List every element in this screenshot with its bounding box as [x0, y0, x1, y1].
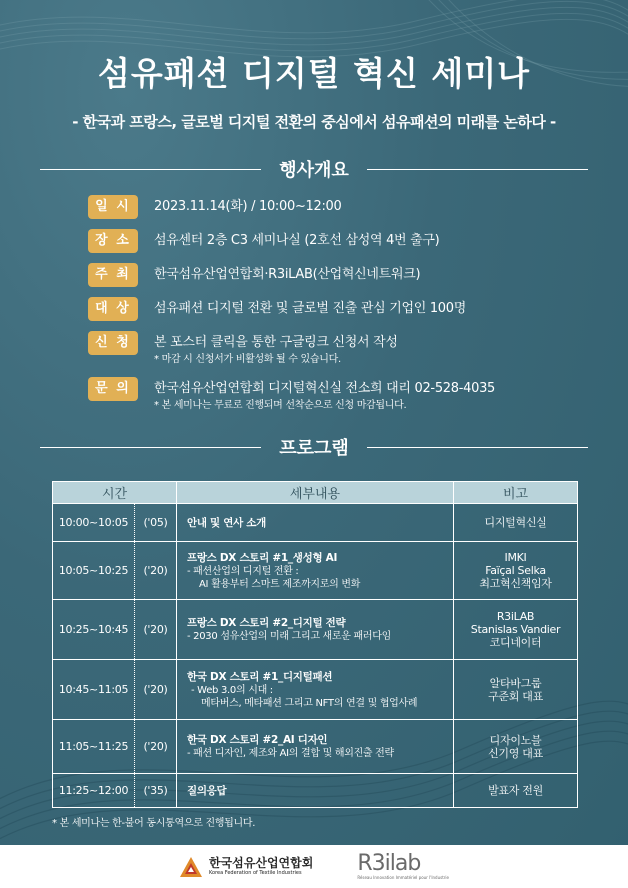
row-note [454, 774, 578, 808]
row-time: 11:05~11:25 [53, 720, 135, 774]
poster-title: 섬유패션 디지털 혁신 세미나 [97, 54, 530, 93]
divider-line [40, 169, 261, 170]
divider-line [367, 169, 588, 170]
row-line: - 2030 섬유산업의 미래 그리고 새로운 패러다임 [187, 631, 391, 642]
note-line: Stanislas Vandier [470, 623, 561, 636]
poster-subtitle: - 한국과 프랑스, 글로벌 디지털 전환의 중심에서 섬유패션의 미래를 논하다 - [72, 113, 556, 131]
info-value: 섬유센터 2층 C3 세미나실 (2호선 삼성역 4번 출구) [154, 233, 440, 248]
info-row-apply [88, 331, 398, 366]
program-heading-label: 프로그램 [279, 438, 349, 459]
info-value: 한국섬유산업연합회·R3iLAB(산업혁신네트워크) [154, 267, 421, 282]
kfti-emblem-icon [179, 856, 203, 878]
overview-heading-label: 행사개요 [279, 160, 349, 181]
row-time: 11:25~12:00 [53, 774, 135, 808]
table-row [53, 660, 578, 720]
info-row-host [88, 263, 420, 287]
row-note [454, 542, 578, 600]
table-row [53, 774, 578, 808]
row-detail [177, 542, 454, 600]
table-row [53, 720, 578, 774]
row-line: AI 활용부터 스마트 제조까지로의 변화 [199, 578, 361, 590]
row-time: 10:45~11:05 [53, 660, 135, 720]
divider-line [367, 447, 588, 448]
info-tag: 문 의 [88, 377, 138, 401]
row-time: 10:25~10:45 [53, 600, 135, 660]
row-detail [177, 504, 454, 542]
info-value: 섬유패션 디지털 전환 및 글로벌 진출 관심 기업인 100명 [154, 301, 466, 316]
row-duration: ('20) [135, 720, 177, 774]
table-row [53, 542, 578, 600]
note-line: Faïçal Selka [485, 564, 546, 577]
row-title: 프랑스 DX 스토리 #2_디지털 전략 [187, 617, 346, 629]
row-detail [177, 660, 454, 720]
divider-line [40, 447, 261, 448]
info-row-date [88, 195, 342, 219]
note-line: 디지털혁신실 [484, 516, 547, 529]
note-line: 최고혁신책임자 [479, 577, 552, 590]
table-row [53, 600, 578, 660]
row-title: 한국 DX 스토리 #2_AI 디자인 [187, 734, 328, 746]
row-time: 10:05~10:25 [53, 542, 135, 600]
row-line: - 패션 디자인, 제조와 AI의 결합 및 해외진출 전략 [187, 748, 394, 759]
note-line: IMKI [504, 551, 527, 564]
row-title: 한국 DX 스토리 #1_디지털패션 [187, 670, 333, 683]
row-note [454, 504, 578, 542]
note-line: 신기영 대표 [488, 746, 543, 760]
row-line: - 패션산업의 디지털 전환 : [187, 565, 299, 577]
info-row-target [88, 297, 466, 321]
row-note [454, 600, 578, 660]
row-line: 메타버스, 메타패션 그리고 NFT의 연결 및 협업사례 [201, 697, 418, 709]
info-note: * 본 세미나는 무료로 진행되며 선착순으로 신청 마감됩니다. [154, 400, 407, 411]
note-line: 알타바그룹 [489, 676, 542, 690]
apply-link-text[interactable]: 본 포스터 클릭을 통한 구글링크 신청서 작성 [154, 335, 398, 350]
row-duration: ('05) [135, 504, 177, 542]
kfti-logo [179, 856, 313, 878]
column-header-time: 시간 [53, 482, 177, 504]
row-title: 질의응답 [187, 784, 227, 797]
row-note [454, 720, 578, 774]
column-header-note: 비고 [454, 482, 578, 504]
interpretation-footnote: * 본 세미나는 한-불어 동시통역으로 진행됩니다. [52, 818, 256, 829]
note-line: 발표자 전원 [488, 784, 543, 797]
info-value: 2023.11.14(화) / 10:00~12:00 [154, 199, 342, 214]
info-row-venue [88, 229, 439, 253]
info-note: * 마감 시 신청서가 비활성화 될 수 있습니다. [154, 354, 341, 365]
r3ilab-name: R3ilab [357, 850, 421, 876]
kfti-name-ko: 한국섬유산업연합회 [208, 856, 314, 870]
info-tag: 주 최 [88, 263, 138, 287]
row-duration: ('20) [135, 542, 177, 600]
row-detail [177, 720, 454, 774]
row-title: 안내 및 연사 소개 [187, 516, 266, 529]
info-tag: 일 시 [88, 195, 138, 219]
row-time: 10:00~10:05 [53, 504, 135, 542]
program-heading [40, 435, 588, 459]
row-duration: ('20) [135, 660, 177, 720]
table-row [53, 504, 578, 542]
info-value: 한국섬유산업연합회 디지털혁신실 전소희 대리 02-528-4035 [154, 381, 496, 396]
overview-heading [40, 157, 588, 181]
note-line: 구준회 대표 [488, 689, 543, 703]
row-duration: ('20) [135, 600, 177, 660]
row-note [454, 660, 578, 720]
kfti-name-en: Korea Federation of Textile Industries [208, 870, 302, 876]
program-table [52, 481, 578, 808]
column-header-detail: 세부내용 [177, 482, 454, 504]
info-tag: 신 청 [88, 331, 138, 355]
note-line: R3iLAB [496, 610, 535, 623]
sponsor-logo-bar [0, 845, 628, 888]
info-row-contact [88, 377, 495, 412]
r3ilab-logo [357, 850, 449, 881]
row-detail [177, 600, 454, 660]
row-line: - Web 3.0의 시대 : [191, 684, 273, 696]
info-tag: 장 소 [88, 229, 138, 253]
note-line: 코디네이터 [489, 636, 542, 649]
note-line: 디자이노블 [489, 733, 542, 747]
r3ilab-tagline: Réseau Innovation Immatériel pour l'Industrie [357, 874, 449, 880]
row-title: 프랑스 DX 스토리 #1_생성형 AI [187, 551, 338, 564]
info-tag: 대 상 [88, 297, 138, 321]
row-duration: ('35) [135, 774, 177, 808]
row-detail [177, 774, 454, 808]
